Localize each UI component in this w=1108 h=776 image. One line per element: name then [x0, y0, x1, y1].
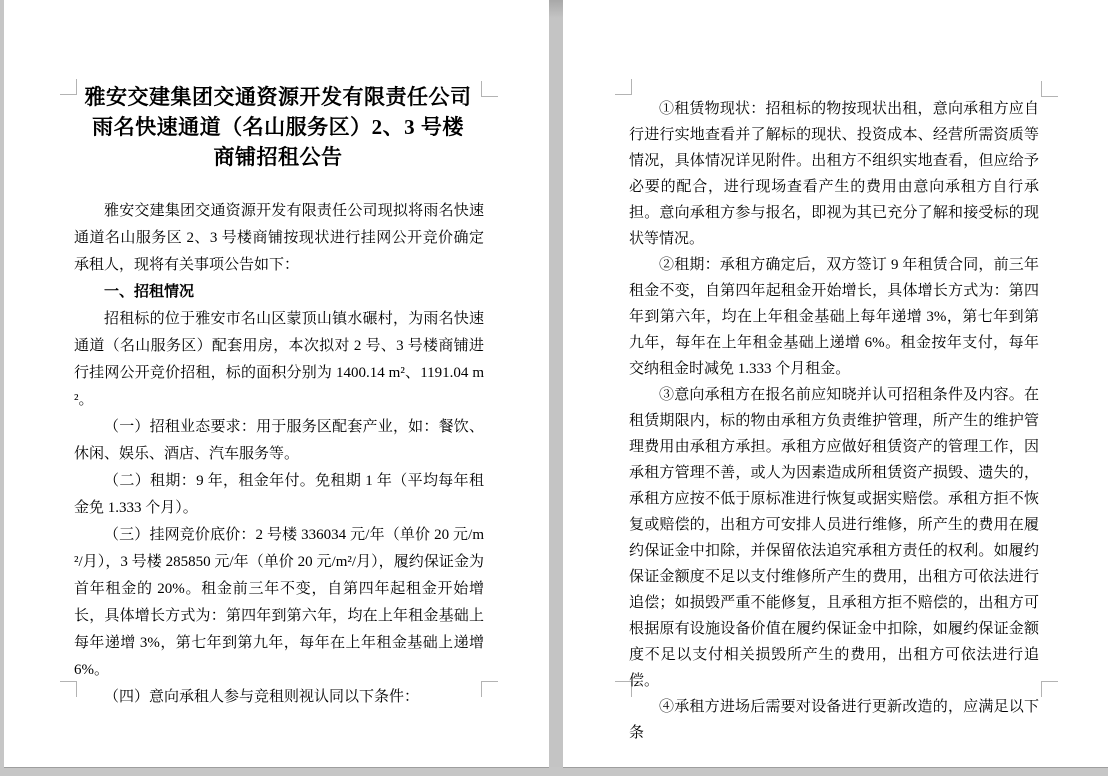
section-heading-1[interactable]: 一、招租情况: [104, 284, 195, 300]
paragraph-condition-2[interactable]: ②租期：承租方确定后，双方签订 9 年租赁合同，前三年租金不变，自第四年起租金开始增长，具体增长方式为：第四年到第六年，均在上年租金基础上每年递增 3%，第七年到第九年，每年在上年租金基础上递增 6%。租金按年支付，每年交纳租金时减免 1.333 个月租金。: [629, 257, 1039, 377]
text-boundary-mark-top-right: [1041, 81, 1058, 97]
page-2-body-text: [629, 96, 1039, 746]
document-page-2[interactable]: [563, 0, 1108, 768]
paragraph-condition-3[interactable]: ③意向承租方在报名前应知晓并认可招租条件及内容。在租赁期限内，标的物由承租方负责维护管理，所产生的维护管理费用由承租方承担。承租方应做好租赁资产的管理工作，因承租方管理不善，或人为因素造成所租赁资产损毁、遗失的，承租方应按不低于原标准进行恢复或据实赔偿。承租方拒不恢复或赔偿的，出租方可安排人员进行维修，所产生的费用在履约保证金中扣除，并保留依法追究承租方责任的权利。如履约保证金额度不足以支付维修所产生的费用，出租方可依法进行追偿；如损毁严重不能修复，且承租方拒不赔偿的，出租方可根据原有设施设备价值在履约保证金中扣除，如履约保证金额度不足以支付相关损毁所产生的费用，出租方可依法进行追偿。: [629, 387, 1039, 689]
document-title-line-3[interactable]: 商铺招租公告: [213, 145, 343, 169]
text-boundary-mark-top-left: [615, 79, 632, 95]
paragraph-item-4[interactable]: （四）意向承租人参与竞租则视认同以下条件：: [104, 689, 420, 705]
text-boundary-mark-bottom-right: [1041, 681, 1058, 697]
document-title[interactable]: [74, 82, 482, 172]
document-page-1[interactable]: [4, 0, 549, 768]
paragraph-rental-subject[interactable]: 招租标的位于雅安市名山区蒙顶山镇水碾村，为雨名快速通道（名山服务区）配套用房，本次拟对 2 号、3 号楼商铺进行挂网公开竞价招租，标的面积分别为 1400.14 m²、1191.04 m²。: [74, 311, 484, 408]
page-1-body-text: [74, 198, 484, 711]
page-gap: [549, 0, 563, 767]
document-title-line-2[interactable]: 雨名快速通道（名山服务区）2、3 号楼: [92, 115, 464, 139]
paragraph-item-3[interactable]: （三）挂网竞价底价：2 号楼 336034 元/年（单价 20 元/m²/月），3 号楼 285850 元/年（单价 20 元/m²/月），履约保证金为首年租金的 20%。租金前三年不变，自第四年起租金开始增长，具体增长方式为：第四年到第六年，均在上年租金基础上每年递增 3%，第七年到第九年，每年在上年租金基础上递增 6%。: [74, 527, 484, 678]
paragraph-condition-4[interactable]: ④承租方进场后需要对设备进行更新改造的，应满足以下条: [629, 699, 1039, 741]
text-boundary-mark-top-right: [481, 81, 498, 97]
paragraph-item-2[interactable]: （二）租期：9 年，租金年付。免租期 1 年（平均每年租金免 1.333 个月）。: [74, 473, 484, 516]
paragraph-condition-1[interactable]: ①租赁物现状：招租标的物按现状出租，意向承租方应自行进行实地查看并了解标的现状、投资成本、经营所需资质等情况，具体情况详见附件。出租方不组织实地查看，但应给予必要的配合，进行现场查看产生的费用由意向承租方自行承担。意向承租方参与报名，即视为其已充分了解和接受标的现状等情况。: [629, 101, 1039, 247]
paragraph-intro[interactable]: 雅安交建集团交通资源开发有限责任公司现拟将雨名快速通道名山服务区 2、3 号楼商铺按现状进行挂网公开竞价确定承租人，现将有关事项公告如下：: [74, 203, 484, 273]
document-title-line-1[interactable]: 雅安交建集团交通资源开发有限责任公司: [84, 85, 472, 109]
paragraph-item-1[interactable]: （一）招租业态要求：用于服务区配套产业，如：餐饮、休闲、娱乐、酒店、汽车服务等。: [74, 419, 484, 462]
